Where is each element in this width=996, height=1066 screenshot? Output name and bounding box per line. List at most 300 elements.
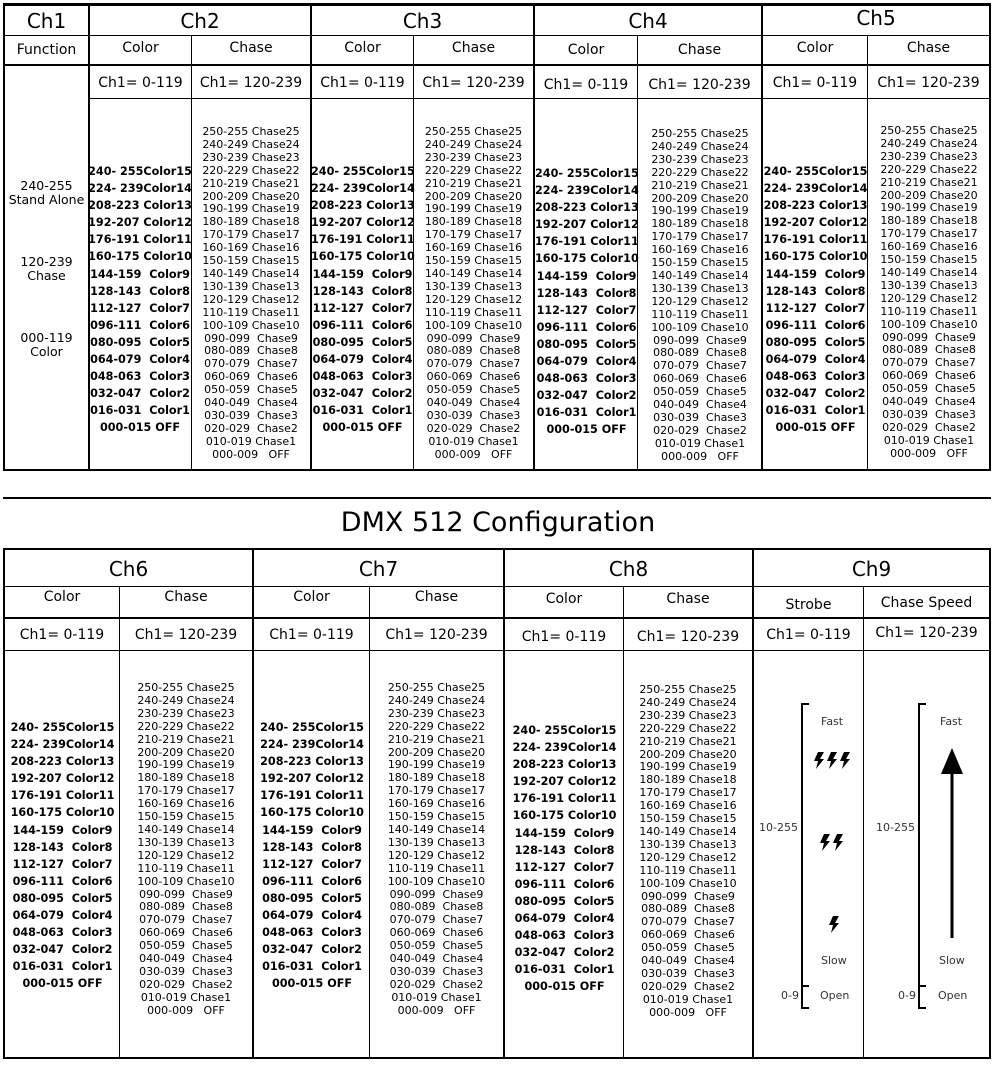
ch5-chase-values [868,125,990,461]
chase-value-row: 210-219 Chase21 [202,176,300,190]
color-value-row: 048-063 Color3 [90,370,190,384]
chase-value-row: 110-119 Chase11 [202,305,300,319]
chase-value-row: 230-239 Chase23 [880,149,978,163]
chase-value-row: 160-169 Chase16 [424,241,523,255]
chase-value-row: 020-029 Chase2 [882,420,976,434]
ch6-chase-label: Chase [164,589,208,605]
color-value-row: 112-127 Color7 [536,303,637,317]
chase-value-row: 050-059 Chase5 [139,939,233,953]
chase-value-row: 130-139 Chase13 [202,279,300,293]
chase-value-row: 170-179 Chase17 [387,784,486,798]
ch5-color-range: Ch1= 0-119 [772,75,858,91]
chase-value-row: 050-059 Chase5 [653,385,747,399]
ch3-color-label: Color [344,40,381,56]
chase-value-row: 180-189 Chase18 [424,215,523,229]
chase-value-row: 120-129 Chase12 [424,292,523,306]
chase-value-row: 120-129 Chase12 [202,292,300,306]
chase-value-row: 110-119 Chase11 [880,304,978,318]
ch2-header: Ch2 [180,8,220,33]
strobe-slow-label: Slow [821,954,847,967]
color-value-row: 080-095 Color5 [90,335,190,349]
chase-value-row: 010-019 Chase1 [391,990,482,1004]
chase-value-row: 170-179 Chase17 [651,230,749,244]
chase-value-row: 000-009 OFF [147,1003,225,1017]
ch2-color-range: Ch1= 0-119 [98,75,183,91]
chase-value-row: 200-209 Chase20 [202,189,300,203]
color-value-row: 112-127 Color7 [765,301,866,315]
chase-value-row: 220-229 Chase22 [880,162,978,176]
color-value-row: 112-127 Color7 [262,857,362,871]
ch2-color-label: Color [122,40,159,56]
ch6-color-label: Color [43,589,81,605]
ch6-color-range: Ch1= 0-119 [19,626,105,643]
color-value-row: 192-207 Color12 [535,218,639,232]
color-value-row: 096-111 Color6 [90,318,190,332]
chase-value-row: 140-149 Chase14 [424,266,523,280]
ch4-chase-values [638,128,762,464]
chase-value-row: 040-049 Chase4 [389,952,484,966]
color-value-row: 224- 239Color14 [535,184,639,198]
chase-value-row: 010-019 Chase1 [140,990,232,1004]
chase-value-row: 080-089 Chase8 [641,902,735,916]
color-value-row: 064-079 Color4 [262,909,362,923]
chase-value-row: 150-159 Chase15 [137,810,235,824]
color-value-row: 096-111 Color6 [262,874,362,888]
color-value-row: 000-015 OFF [22,977,103,991]
color-value-row: 032-047 Color2 [765,387,866,401]
chase-value-row: 180-189 Chase18 [202,215,300,229]
strobe-open-label: Open [820,989,850,1002]
color-value-row: 176-191 Color11 [311,233,415,247]
color-value-row: 096-111 Color6 [536,320,637,334]
chase-value-row: 090-099 Chase9 [204,331,298,345]
chase-value-row: 020-029 Chase2 [204,421,298,435]
color-value-row: 224- 239Color14 [88,182,192,196]
ch7-header: Ch7 [358,556,399,581]
ch5-color-values [763,163,868,437]
color-value-row: 032-047 Color2 [514,946,615,960]
chase-value-row: 070-079 Chase7 [882,356,976,370]
chase-value-row: 230-239 Chase23 [639,708,737,722]
chase-speed-slow-label: Slow [939,954,965,967]
color-value-row: 176-191 Color11 [512,792,617,806]
chase-value-row: 030-039 Chase3 [204,408,298,422]
chase-value-row: 200-209 Chase20 [137,745,235,759]
color-value-row: 128-143 Color8 [312,284,413,298]
chase-value-row: 010-019 Chase1 [205,434,297,448]
ch7-color-range: Ch1= 0-119 [269,626,354,643]
chase-value-row: 100-109 Chase10 [651,320,749,334]
color-value-row: 064-079 Color4 [536,355,637,369]
ch4-header: Ch4 [628,8,668,33]
chase-value-row: 210-219 Chase21 [424,176,523,190]
chase-value-row: 120-129 Chase12 [651,294,749,308]
chase-value-row: 120-129 Chase12 [880,291,978,305]
ch2-chase-values [191,126,311,462]
chase-value-row: 030-039 Chase3 [641,966,735,980]
color-value-row: 160-175 Color10 [260,806,364,820]
chase-value-row: 250-255 Chase25 [137,681,235,694]
chase-value-row: 190-199 Chase19 [651,204,749,218]
color-value-row: 016-031 Color1 [262,960,362,974]
chase-value-row: 030-039 Chase3 [653,410,747,424]
color-value-row: 160-175 Color10 [88,250,192,264]
color-value-row: 208-223 Color13 [763,199,868,213]
chase-value-row: 070-079 Chase7 [139,913,233,927]
chase-speed-range: Ch1= 120-239 [875,624,978,641]
chase-value-row: 060-069 Chase6 [139,926,233,940]
ch8-color-values [505,722,624,996]
chase-value-row: 150-159 Chase15 [202,254,300,268]
color-value-row: 096-111 Color6 [765,318,866,332]
color-value-row: 144-159 Color9 [312,267,413,281]
chase-value-row: 230-239 Chase23 [387,706,486,720]
chase-value-row: 170-179 Chase17 [424,228,523,242]
color-value-row: 048-063 Color3 [765,370,866,384]
chase-value-row: 130-139 Chase13 [137,835,235,849]
ch5-chase-label: Chase [906,40,951,56]
chase-value-row: 230-239 Chase23 [137,706,235,720]
color-value-row: 048-063 Color3 [312,370,413,384]
chase-value-row: 240-249 Chase24 [137,693,235,707]
chase-value-row: 160-169 Chase16 [880,240,978,254]
chase-value-row: 140-149 Chase14 [880,265,978,279]
color-value-row: 192-207 Color12 [763,216,868,230]
chase-value-row: 100-109 Chase10 [387,874,486,888]
chase-value-row: 170-179 Chase17 [880,227,978,241]
color-value-row: 000-015 OFF [546,423,627,437]
chase-value-row: 220-229 Chase22 [424,163,523,177]
chase-value-row: 160-169 Chase16 [137,797,235,811]
chase-value-row: 170-179 Chase17 [639,786,737,800]
ch2-chase-range: Ch1= 120-239 [199,75,303,91]
chase-value-row: 210-219 Chase21 [137,732,235,746]
color-value-row: 224- 239Color14 [260,738,364,752]
color-value-row: 240- 255Color15 [763,165,868,178]
chase-value-row: 190-199 Chase19 [137,758,235,772]
color-value-row: 032-047 Color2 [12,943,113,957]
ch1-header: Ch1 [26,8,67,33]
chase-value-row: 250-255 Chase25 [424,125,523,138]
chase-value-row: 020-029 Chase2 [139,977,233,991]
chase-value-row: 150-159 Chase15 [639,812,737,826]
function-standalone: 240-255 Stand Alone [8,178,85,207]
color-value-row: 096-111 Color6 [312,318,413,332]
chase-value-row: 030-039 Chase3 [139,964,233,978]
ch7-chase-values [369,682,504,1018]
color-value-row: 032-047 Color2 [536,389,637,403]
chase-value-row: 160-169 Chase16 [639,799,737,813]
color-value-row: 128-143 Color8 [514,843,615,857]
color-value-row: 208-223 Color13 [512,758,617,772]
chase-value-row: 140-149 Chase14 [137,822,235,836]
chase-value-row: 100-109 Chase10 [202,318,300,332]
color-value-row: 176-191 Color11 [535,235,639,249]
ch5-chase-range: Ch1= 120-239 [877,75,980,91]
chase-value-row: 070-079 Chase7 [389,913,484,927]
chase-value-row: 040-049 Chase4 [641,954,735,968]
ch8-color-range: Ch1= 0-119 [521,628,607,645]
chase-value-row: 090-099 Chase9 [653,333,747,347]
ch6-chase-values [119,682,253,1018]
chase-value-row: 220-229 Chase22 [387,719,486,733]
chase-value-row: 020-029 Chase2 [426,421,521,435]
color-value-row: 080-095 Color5 [765,335,866,349]
color-value-row: 096-111 Color6 [514,877,615,891]
chase-value-row: 180-189 Chase18 [387,771,486,785]
color-value-row: 112-127 Color7 [312,301,413,315]
chase-value-row: 130-139 Chase13 [639,837,737,851]
ch3-chase-label: Chase [451,40,496,56]
color-value-row: 048-063 Color3 [262,926,362,940]
color-value-row: 080-095 Color5 [12,891,113,905]
color-value-row: 112-127 Color7 [90,301,190,315]
chase-value-row: 040-049 Chase4 [426,396,521,410]
chase-value-row: 010-019 Chase1 [428,434,519,448]
chase-value-row: 030-039 Chase3 [389,964,484,978]
chase-value-row: 040-049 Chase4 [882,395,976,409]
chase-value-row: 070-079 Chase7 [653,359,747,373]
color-value-row: 208-223 Color13 [10,755,115,769]
color-value-row: 080-095 Color5 [514,894,615,908]
color-value-row: 048-063 Color3 [514,929,615,943]
chase-value-row: 000-009 OFF [890,446,968,460]
chase-value-row: 150-159 Chase15 [424,254,523,268]
chase-value-row: 070-079 Chase7 [641,915,735,929]
chase-value-row: 000-009 OFF [434,447,513,461]
color-value-row: 208-223 Color13 [535,201,639,215]
color-value-row: 144-159 Color9 [765,267,866,281]
chase-value-row: 200-209 Chase20 [387,745,486,759]
chase-value-row: 080-089 Chase8 [653,346,747,360]
chase-value-row: 050-059 Chase5 [641,941,735,955]
chase-value-row: 080-089 Chase8 [426,344,521,358]
chase-value-row: 020-029 Chase2 [641,979,735,993]
chase-value-row: 220-229 Chase22 [651,165,749,179]
chase-value-row: 110-119 Chase11 [651,307,749,321]
chase-value-row: 060-069 Chase6 [389,926,484,940]
color-value-row: 160-175 Color10 [10,806,115,820]
chase-value-row: 190-199 Chase19 [880,201,978,215]
chase-value-row: 210-219 Chase21 [651,178,749,192]
chase-value-row: 250-255 Chase25 [387,681,486,694]
strobe-range: Ch1= 0-119 [766,626,851,643]
chase-value-row: 130-139 Chase13 [387,835,486,849]
color-value-row: 224- 239Color14 [10,738,115,752]
arrow-up-icon [939,748,965,938]
ch7-color-label: Color [293,589,330,605]
color-value-row: 080-095 Color5 [536,337,637,351]
chase-value-row: 140-149 Chase14 [651,268,749,282]
ch3-color-values [311,163,414,437]
chase-value-row: 110-119 Chase11 [137,861,235,875]
color-value-row: 016-031 Color1 [765,404,866,418]
color-value-row: 224- 239Color14 [763,182,868,196]
chase-value-row: 060-069 Chase6 [641,928,735,942]
color-value-row: 144-159 Color9 [90,267,190,281]
color-value-row: 192-207 Color12 [88,216,192,230]
chase-value-row: 060-069 Chase6 [204,370,298,384]
color-value-row: 112-127 Color7 [514,860,615,874]
color-value-row: 176-191 Color11 [260,789,364,803]
chase-value-row: 110-119 Chase11 [424,305,523,319]
chase-value-row: 040-049 Chase4 [139,952,233,966]
ch9-header: Ch9 [851,556,892,581]
chase-value-row: 160-169 Chase16 [202,241,300,255]
chase-value-row: 180-189 Chase18 [880,214,978,228]
color-value-row: 208-223 Color13 [311,199,415,213]
ch4-chase-label: Chase [677,42,722,58]
color-value-row: 240- 255Color15 [512,724,617,737]
chase-value-row: 140-149 Chase14 [387,822,486,836]
chase-value-row: 150-159 Chase15 [387,810,486,824]
chase-value-row: 120-129 Chase12 [639,850,737,864]
color-value-row: 000-015 OFF [99,421,181,435]
chase-value-row: 090-099 Chase9 [139,887,233,901]
chase-value-row: 090-099 Chase9 [426,331,521,345]
strobe-range-label: 10-255 [759,821,798,834]
lightning-double-icon [818,830,854,854]
chase-value-row: 250-255 Chase25 [651,127,749,140]
color-value-row: 000-015 OFF [524,980,605,994]
color-value-row: 176-191 Color11 [763,233,868,247]
chase-speed-range-label: 10-255 [876,821,915,834]
color-value-row: 208-223 Color13 [88,199,192,213]
ch6-color-values [5,719,120,993]
color-value-row: 000-015 OFF [271,977,353,991]
chase-value-row: 050-059 Chase5 [204,383,298,397]
chase-value-row: 240-249 Chase24 [639,695,737,709]
chase-value-row: 220-229 Chase22 [202,163,300,177]
color-value-row: 032-047 Color2 [90,387,190,401]
chase-value-row: 130-139 Chase13 [651,281,749,295]
chase-value-row: 090-099 Chase9 [641,889,735,903]
chase-value-row: 200-209 Chase20 [424,189,523,203]
chase-value-row: 120-129 Chase12 [387,848,486,862]
color-value-row: 192-207 Color12 [512,775,617,789]
ch6-chase-range: Ch1= 120-239 [134,626,238,643]
chase-value-row: 240-249 Chase24 [880,136,978,150]
chase-value-row: 160-169 Chase16 [387,797,486,811]
ch4-chase-range: Ch1= 120-239 [648,77,751,93]
chase-value-row: 200-209 Chase20 [651,191,749,205]
color-value-row: 000-015 OFF [322,421,403,435]
chase-value-row: 110-119 Chase11 [639,863,737,877]
color-value-row: 240- 255Color15 [260,721,364,734]
color-value-row: 144-159 Color9 [514,826,615,840]
function-chase: 120-239 Chase [20,254,73,283]
chase-value-row: 090-099 Chase9 [882,330,976,344]
color-value-row: 064-079 Color4 [90,353,190,367]
chase-value-row: 000-009 OFF [661,449,739,463]
chase-value-row: 000-009 OFF [649,1005,727,1019]
color-value-row: 080-095 Color5 [312,335,413,349]
chase-value-row: 030-039 Chase3 [426,408,521,422]
chase-value-row: 170-179 Chase17 [202,228,300,242]
lightning-single-icon [825,912,845,936]
color-value-row: 080-095 Color5 [262,891,362,905]
chase-value-row: 000-009 OFF [397,1003,476,1017]
color-value-row: 192-207 Color12 [260,772,364,786]
color-value-row: 096-111 Color6 [12,874,113,888]
color-value-row: 032-047 Color2 [262,943,362,957]
ch7-chase-range: Ch1= 120-239 [385,626,488,643]
chase-value-row: 240-249 Chase24 [387,693,486,707]
color-value-row: 240- 255Color15 [88,165,192,178]
color-value-row: 224- 239Color14 [311,182,415,196]
chase-value-row: 080-089 Chase8 [389,900,484,914]
color-value-row: 000-015 OFF [775,421,856,435]
chase-value-row: 190-199 Chase19 [202,202,300,216]
color-value-row: 112-127 Color7 [12,857,113,871]
chase-value-row: 060-069 Chase6 [882,369,976,383]
color-value-row: 064-079 Color4 [765,353,866,367]
lightning-triple-icon [812,748,860,772]
ch7-chase-label: Chase [414,589,459,605]
chase-value-row: 170-179 Chase17 [137,784,235,798]
color-value-row: 160-175 Color10 [763,250,868,264]
strobe-label: Strobe [785,597,832,613]
chase-value-row: 080-089 Chase8 [139,900,233,914]
chase-value-row: 250-255 Chase25 [202,125,300,138]
chase-value-row: 050-059 Chase5 [389,939,484,953]
ch8-chase-range: Ch1= 120-239 [636,628,740,645]
chase-speed-label: Chase Speed [880,595,973,611]
chase-value-row: 140-149 Chase14 [202,266,300,280]
ch2-color-values [88,163,192,437]
chase-value-row: 200-209 Chase20 [880,188,978,202]
chase-value-row: 010-019 Chase1 [642,992,734,1006]
ch5-header: Ch5 [856,6,896,30]
chase-value-row: 160-169 Chase16 [651,243,749,257]
chase-speed-open-label: Open [938,989,968,1002]
chase-value-row: 210-219 Chase21 [639,734,737,748]
chase-value-row: 050-059 Chase5 [426,383,521,397]
section-divider [3,497,991,499]
color-value-row: 064-079 Color4 [312,353,413,367]
color-value-row: 240- 255Color15 [311,165,415,178]
color-value-row: 128-143 Color8 [536,286,637,300]
chase-value-row: 080-089 Chase8 [882,343,976,357]
color-value-row: 064-079 Color4 [514,912,615,926]
ch3-color-range: Ch1= 0-119 [320,75,405,91]
color-value-row: 224- 239Color14 [512,741,617,755]
ch5-color-label: Color [796,40,834,56]
chase-value-row: 050-059 Chase5 [882,382,976,396]
chase-value-row: 180-189 Chase18 [137,771,235,785]
color-value-row: 016-031 Color1 [90,404,190,418]
color-value-row: 144-159 Color9 [536,269,637,283]
color-value-row: 240- 255Color15 [535,167,639,180]
chase-value-row: 020-029 Chase2 [389,977,484,991]
chase-value-row: 250-255 Chase25 [880,124,978,137]
chase-value-row: 100-109 Chase10 [880,317,978,331]
ch8-header: Ch8 [608,556,649,581]
chase-value-row: 040-049 Chase4 [204,396,298,410]
ch8-chase-values [623,684,753,1020]
chase-speed-open-range-label: 0-9 [898,989,916,1002]
chase-value-row: 230-239 Chase23 [424,150,523,164]
chase-value-row: 240-249 Chase24 [424,137,523,151]
chase-value-row: 060-069 Chase6 [426,370,521,384]
color-value-row: 016-031 Color1 [12,960,113,974]
chase-value-row: 100-109 Chase10 [424,318,523,332]
ch4-color-label: Color [567,42,605,58]
chase-value-row: 250-255 Chase25 [639,683,737,696]
chase-value-row: 010-019 Chase1 [883,433,975,447]
color-value-row: 144-159 Color9 [12,823,113,837]
chase-value-row: 130-139 Chase13 [880,278,978,292]
